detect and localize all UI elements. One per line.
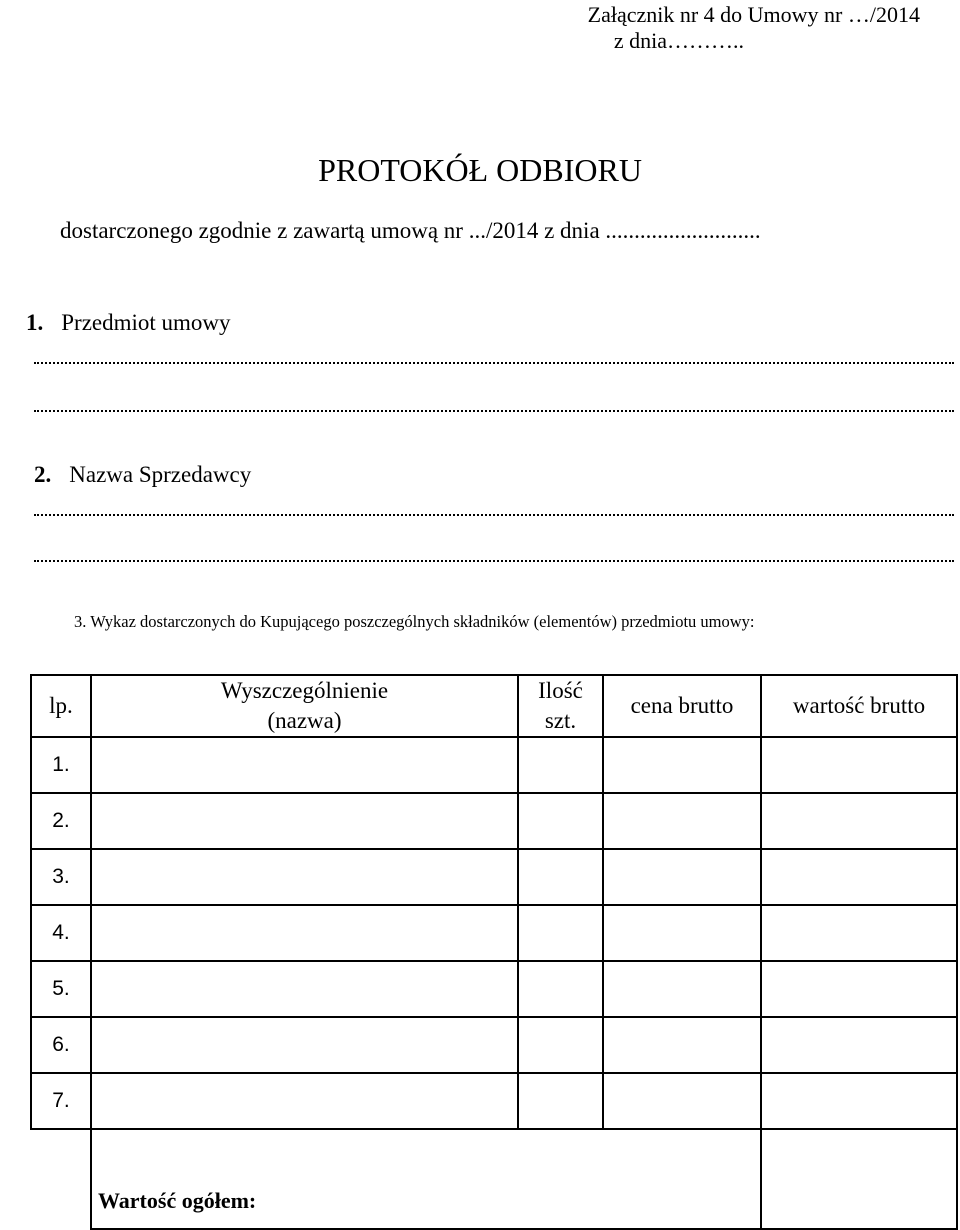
qty-cell[interactable] xyxy=(518,849,603,905)
qty-cell[interactable] xyxy=(518,905,603,961)
section-number: 3. xyxy=(74,612,87,631)
section-items-list xyxy=(74,612,755,632)
row-number: 3. xyxy=(31,849,91,905)
header-lp: lp. xyxy=(31,675,91,737)
table-row xyxy=(31,793,957,849)
name-cell[interactable] xyxy=(91,1017,518,1073)
table-row xyxy=(31,737,957,793)
annex-date: z dnia……….. xyxy=(613,28,744,53)
table-row xyxy=(31,849,957,905)
section-label: Wykaz dostarczonych do Kupującego poszczególnych składników (elementów) przedmiotu umowy: xyxy=(90,612,755,631)
page-title: PROTOKÓŁ ODBIORU xyxy=(318,152,642,188)
qty-cell[interactable] xyxy=(518,1017,603,1073)
value-cell[interactable] xyxy=(761,737,957,793)
qty-cell[interactable] xyxy=(518,1073,603,1129)
row-number: 7. xyxy=(31,1073,91,1129)
name-cell[interactable] xyxy=(91,1073,518,1129)
header-value: wartość brutto xyxy=(761,675,957,737)
price-cell[interactable] xyxy=(603,1073,761,1129)
annex-reference: Załącznik nr 4 do Umowy nr …/2014 xyxy=(587,2,920,27)
section-label: Przedmiot umowy xyxy=(61,310,231,335)
value-cell[interactable] xyxy=(761,1017,957,1073)
section-label: Nazwa Sprzedawcy xyxy=(69,462,252,487)
name-cell[interactable] xyxy=(91,793,518,849)
price-cell[interactable] xyxy=(603,849,761,905)
fill-in-line[interactable] xyxy=(34,548,954,562)
items-table xyxy=(30,674,958,1230)
row-number: 5. xyxy=(31,961,91,1017)
total-label: Wartość ogółem: xyxy=(91,1129,761,1229)
price-cell[interactable] xyxy=(603,1017,761,1073)
page-subtitle: dostarczonego zgodnie z zawartą umową nr .../2014 z dnia ........................... xyxy=(60,218,761,243)
row-number: 6. xyxy=(31,1017,91,1073)
value-cell[interactable] xyxy=(761,961,957,1017)
row-number: 1. xyxy=(31,737,91,793)
price-cell[interactable] xyxy=(603,737,761,793)
blank-cell xyxy=(31,1129,91,1229)
price-cell[interactable] xyxy=(603,961,761,1017)
section-number: 1. xyxy=(26,310,44,335)
header-name: Wyszczególnienie (nazwa) xyxy=(91,675,518,737)
table-row xyxy=(31,1017,957,1073)
name-cell[interactable] xyxy=(91,961,518,1017)
name-cell[interactable] xyxy=(91,849,518,905)
qty-cell[interactable] xyxy=(518,737,603,793)
table-header-row xyxy=(31,675,957,737)
fill-in-line[interactable] xyxy=(34,398,954,412)
price-cell[interactable] xyxy=(603,793,761,849)
total-value-cell[interactable] xyxy=(761,1129,957,1229)
row-number: 4. xyxy=(31,905,91,961)
total-row xyxy=(31,1129,957,1229)
fill-in-line[interactable] xyxy=(34,350,954,364)
header-qty: Ilość szt. xyxy=(518,675,603,737)
table-row xyxy=(31,1073,957,1129)
value-cell[interactable] xyxy=(761,849,957,905)
name-cell[interactable] xyxy=(91,905,518,961)
value-cell[interactable] xyxy=(761,905,957,961)
table-row xyxy=(31,905,957,961)
section-seller xyxy=(34,462,251,488)
section-subject xyxy=(26,310,231,336)
qty-cell[interactable] xyxy=(518,793,603,849)
fill-in-line[interactable] xyxy=(34,502,954,516)
value-cell[interactable] xyxy=(761,1073,957,1129)
qty-cell[interactable] xyxy=(518,961,603,1017)
table-row xyxy=(31,961,957,1017)
name-cell[interactable] xyxy=(91,737,518,793)
row-number: 2. xyxy=(31,793,91,849)
header-price: cena brutto xyxy=(603,675,761,737)
section-number: 2. xyxy=(34,462,52,487)
price-cell[interactable] xyxy=(603,905,761,961)
value-cell[interactable] xyxy=(761,793,957,849)
